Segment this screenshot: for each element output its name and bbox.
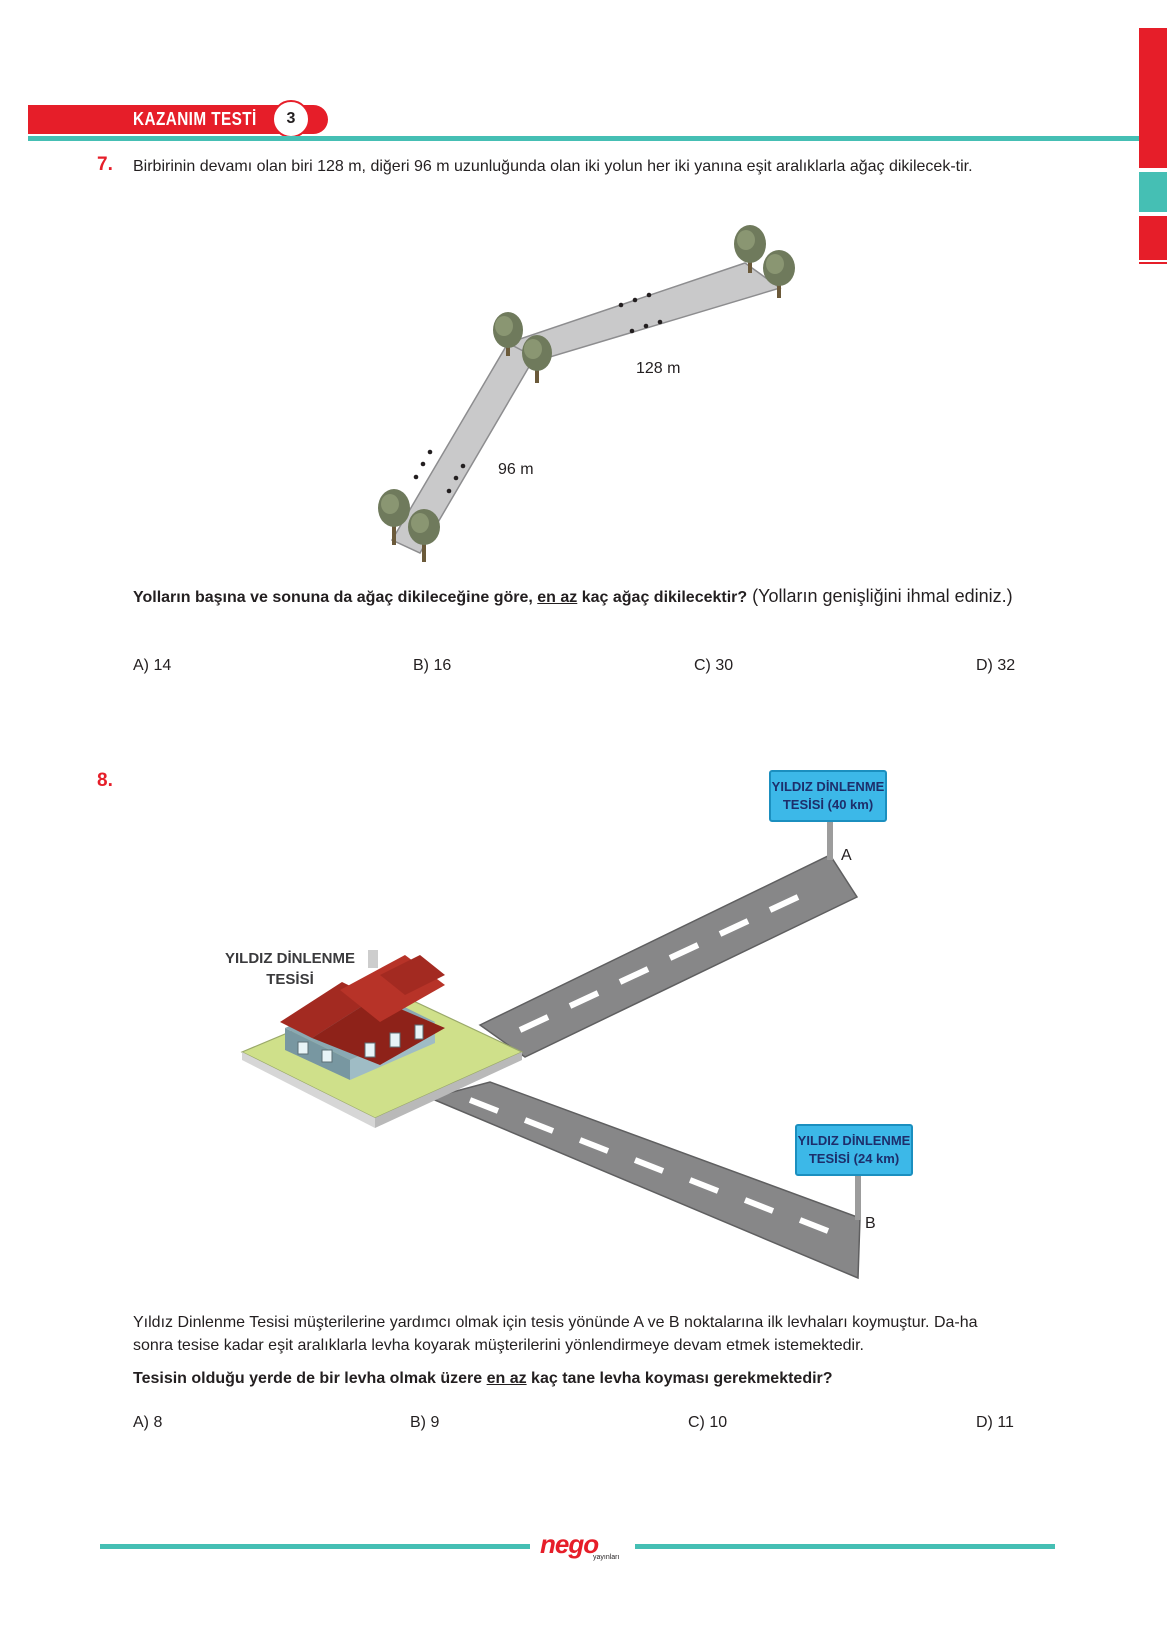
label-128m: 128 m <box>636 360 681 377</box>
header-title: KAZANIM TESTİ <box>133 109 257 129</box>
q8-prompt-part2: kaç tane levha koyması gerekmektedir? <box>526 1370 833 1387</box>
q8-option-b[interactable]: B) 9 <box>410 1414 440 1431</box>
sign-a <box>769 770 887 822</box>
point-b-label: B <box>865 1215 876 1232</box>
q7-option-a[interactable]: A) 14 <box>133 657 172 674</box>
q7-prompt-underline: en az <box>537 589 578 606</box>
q8-option-a[interactable]: A) 8 <box>133 1414 163 1431</box>
tree-icon <box>522 335 552 383</box>
side-tab-red-bottom <box>1139 216 1167 260</box>
road-to-a <box>480 855 857 1057</box>
facility-road-diagram <box>230 760 930 1290</box>
question-7-prompt <box>133 584 1018 610</box>
q7-option-c[interactable]: C) 30 <box>694 657 734 674</box>
facility-label <box>225 948 355 990</box>
sign-b-line2: TESİSİ (24 km) <box>808 1151 900 1166</box>
publisher-logo-text: nego <box>540 1529 599 1559</box>
q8-prompt-underline: en az <box>486 1370 527 1387</box>
question-7-number: 7. <box>97 154 113 175</box>
facility-label-line1: YILDIZ DİNLENME <box>225 950 355 967</box>
question-8-number: 8. <box>97 770 113 791</box>
q8-prompt-part1: Tesisin olduğu yerde de bir levha olmak üzere <box>133 1370 487 1387</box>
sign-a-pole <box>827 820 833 860</box>
side-tab-red-top <box>1139 28 1167 168</box>
sign-b-pole <box>855 1175 861 1220</box>
point-a-label: A <box>841 847 852 864</box>
q7-prompt-part1: Yolların başına ve sonuna da ağaç dikileceğine göre, <box>133 589 538 606</box>
side-tab-line <box>1139 262 1167 264</box>
question-7-text: Birbirinin devamı olan biri 128 m, diğeri 96 m uzunluğunda olan iki yolun her iki yanına eşit aralıklarla ağaç dikilecek-tir. <box>133 158 973 175</box>
q8-option-c[interactable]: C) 10 <box>688 1414 728 1431</box>
q7-option-b[interactable]: B) 16 <box>413 657 452 674</box>
q7-prompt-part2: kaç ağaç dikilecektir? <box>577 589 748 606</box>
q8-option-d[interactable]: D) 11 <box>976 1414 1014 1431</box>
sign-b <box>795 1124 913 1176</box>
question-8-prompt <box>133 1370 1018 1388</box>
side-tab-teal <box>1139 172 1167 212</box>
sign-a-line1: YILDIZ DİNLENME <box>771 779 885 794</box>
q7-option-d[interactable]: D) 32 <box>976 657 1016 674</box>
test-number-badge: 3 <box>272 100 310 138</box>
sign-a-line2: TESİSİ (40 km) <box>782 797 874 812</box>
publisher-logo-sub: yayınları <box>593 1554 620 1561</box>
publisher-logo <box>538 1527 633 1565</box>
facility-label-line2: TESİSİ <box>266 971 314 988</box>
sign-b-line1: YILDIZ DİNLENME <box>797 1133 911 1148</box>
tree-icon <box>408 509 440 562</box>
header-divider <box>28 136 1140 141</box>
label-96m: 96 m <box>498 461 534 478</box>
q7-prompt-note: (Yolların genişliğini ihmal ediniz.) <box>747 586 1013 606</box>
footer-divider-right <box>635 1544 1055 1549</box>
road-tree-diagram <box>370 218 820 568</box>
footer-divider-left <box>100 1544 530 1549</box>
question-8-text: Yıldız Dinlenme Tesisi müşterilerine yardımcı olmak için tesis yönünde A ve B noktalarına ilk levhaları koymuştur. Da-ha sonra tesise kadar eşit aralıklarla levha koyarak müşterilerini yönlendirmeye devam etmek istemektedir. <box>133 1314 978 1354</box>
